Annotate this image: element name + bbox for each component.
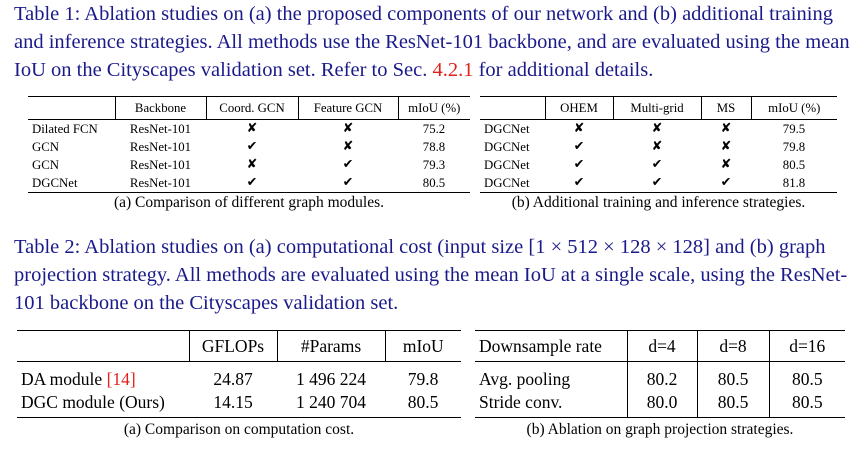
table-cell: DGCNet xyxy=(484,158,530,172)
table1-caption xyxy=(14,0,859,84)
table-cell: 80.5 xyxy=(782,158,806,172)
table-cell: 80.5 xyxy=(769,391,845,418)
table-cell: DGCNet xyxy=(484,140,530,154)
citation-link[interactable]: [14] xyxy=(106,369,136,389)
table2-caption: Table 2: Ablation studies on (a) computational cost (input size [1 × 512 × 128 × 128] and (b) graph projection strategy. All methods are evaluated using the mean IoU at a single scale, using the ResNet-101 backbone on the Cityscapes validation set. xyxy=(14,236,848,314)
table-row xyxy=(28,156,470,174)
check-mark-icon: ✔ xyxy=(701,174,751,193)
method-name: DGC module (Ours) xyxy=(21,392,165,412)
cross-mark-icon: ✘ xyxy=(206,120,298,139)
table-row xyxy=(480,120,837,139)
table1a-header-method xyxy=(28,97,115,120)
table-cell: Stride conv. xyxy=(475,391,627,418)
table2a-header-method xyxy=(17,331,189,362)
table1b-header-ms: MS xyxy=(701,97,751,120)
table1a-header-feature-gcn: Feature GCN xyxy=(298,97,398,120)
table2a-header-miou: mIoU xyxy=(385,331,461,362)
check-mark-icon: ✔ xyxy=(342,157,354,172)
check-mark-icon: ✔ xyxy=(545,174,613,193)
table-row xyxy=(28,174,470,193)
table2b-header-d8: d=8 xyxy=(697,331,769,362)
table-cell: DGCNet xyxy=(28,174,115,193)
cross-mark-icon: ✘ xyxy=(246,157,258,172)
table-row xyxy=(28,138,470,156)
table2b-header-d16: d=16 xyxy=(769,331,845,362)
method-name: DA module xyxy=(21,369,107,389)
table-cell: GCN xyxy=(32,158,60,172)
cross-mark-icon: ✘ xyxy=(545,120,613,139)
table-cell: 80.2 xyxy=(627,362,697,392)
table-row xyxy=(480,138,837,156)
table1b xyxy=(480,96,837,193)
table-cell: 81.8 xyxy=(751,174,837,193)
table-row xyxy=(17,391,461,418)
table2a xyxy=(17,330,461,418)
table-cell: 78.8 xyxy=(422,140,446,154)
table-cell: 80.5 xyxy=(385,391,461,418)
table-cell: DGCNet xyxy=(480,174,545,193)
table1b-header-ohem: OHEM xyxy=(545,97,613,120)
table-cell: ResNet-101 xyxy=(115,174,206,193)
check-mark-icon: ✔ xyxy=(573,139,585,154)
check-mark-icon: ✔ xyxy=(573,157,585,172)
table-cell: ResNet-101 xyxy=(129,158,192,172)
table-cell: 75.2 xyxy=(398,120,470,139)
check-mark-icon: ✔ xyxy=(613,174,701,193)
table2b-header-downsample-rate: Downsample rate xyxy=(479,335,602,356)
section-reference-link[interactable]: 4.2.1 xyxy=(432,59,474,81)
table-cell: 79.8 xyxy=(385,362,461,392)
table2b-header-d4: d=4 xyxy=(627,331,697,362)
table-row xyxy=(17,362,461,392)
table-cell: 79.5 xyxy=(751,120,837,139)
check-mark-icon: ✔ xyxy=(246,139,258,154)
table-cell: 80.5 xyxy=(398,174,470,193)
table-row xyxy=(28,120,470,139)
table-cell: Dilated FCN xyxy=(28,120,115,139)
table-cell: Avg. pooling xyxy=(475,362,627,392)
table-cell: 79.3 xyxy=(422,158,446,172)
table1b-header-miou: mIoU (%) xyxy=(751,97,837,120)
table1a-header-coord-gcn: Coord. GCN xyxy=(206,97,298,120)
table2a-header-gflops: GFLOPs xyxy=(189,331,277,362)
check-mark-icon: ✔ xyxy=(206,174,298,193)
cross-mark-icon: ✘ xyxy=(298,120,398,139)
table2a-subcaption: (a) Comparison on computation cost. xyxy=(123,421,355,438)
table1a-subcaption: (a) Comparison of different graph modules. xyxy=(113,194,385,211)
table1a-header-backbone: Backbone xyxy=(115,97,206,120)
table2b xyxy=(475,330,845,418)
table-cell: ResNet-101 xyxy=(115,120,206,139)
table2b-subcaption: (b) Ablation on graph projection strategies. xyxy=(526,421,794,438)
table-row xyxy=(475,362,845,392)
cross-mark-icon: ✘ xyxy=(701,120,751,139)
table-cell: 80.5 xyxy=(697,362,769,392)
cross-mark-icon: ✘ xyxy=(342,139,354,154)
table-cell: ResNet-101 xyxy=(129,140,192,154)
table1-caption-text: Table 1: Ablation studies on (a) the proposed components of our network and (b) additional training and inference strategies. All methods use the ResNet-101 backbone, and are evaluated using the mean IoU on the Cityscapes validation set. Refer to Sec. xyxy=(14,3,850,81)
cross-mark-icon: ✘ xyxy=(720,139,732,154)
table-cell: 80.5 xyxy=(697,391,769,418)
table-row xyxy=(480,174,837,193)
table1b-header-multi-grid: Multi-grid xyxy=(613,97,701,120)
check-mark-icon: ✔ xyxy=(651,157,663,172)
cross-mark-icon: ✘ xyxy=(613,120,701,139)
table-cell: 1 240 704 xyxy=(277,391,385,418)
table-row xyxy=(475,391,845,418)
table-cell: GCN xyxy=(32,140,60,154)
table-cell: 80.5 xyxy=(769,362,845,392)
check-mark-icon: ✔ xyxy=(298,174,398,193)
table-cell xyxy=(17,391,189,418)
table1a xyxy=(28,96,470,193)
cross-mark-icon: ✘ xyxy=(651,139,663,154)
table1b-subcaption: (b) Additional training and inference strategies. xyxy=(511,194,806,211)
table-cell: 14.15 xyxy=(189,391,277,418)
table-cell: 24.87 xyxy=(189,362,277,392)
cross-mark-icon: ✘ xyxy=(720,157,732,172)
table-row xyxy=(480,156,837,174)
table1a-header-miou: mIoU (%) xyxy=(398,97,470,120)
table-cell xyxy=(17,362,189,392)
table-cell: DGCNet xyxy=(480,120,545,139)
table-cell: 79.8 xyxy=(782,140,806,154)
table1-caption-suffix: for additional details. xyxy=(473,59,654,81)
table1b-header-method xyxy=(480,97,545,120)
table2a-header-params: #Params xyxy=(277,331,385,362)
table-cell: 80.0 xyxy=(627,391,697,418)
table-cell: 1 496 224 xyxy=(277,362,385,392)
